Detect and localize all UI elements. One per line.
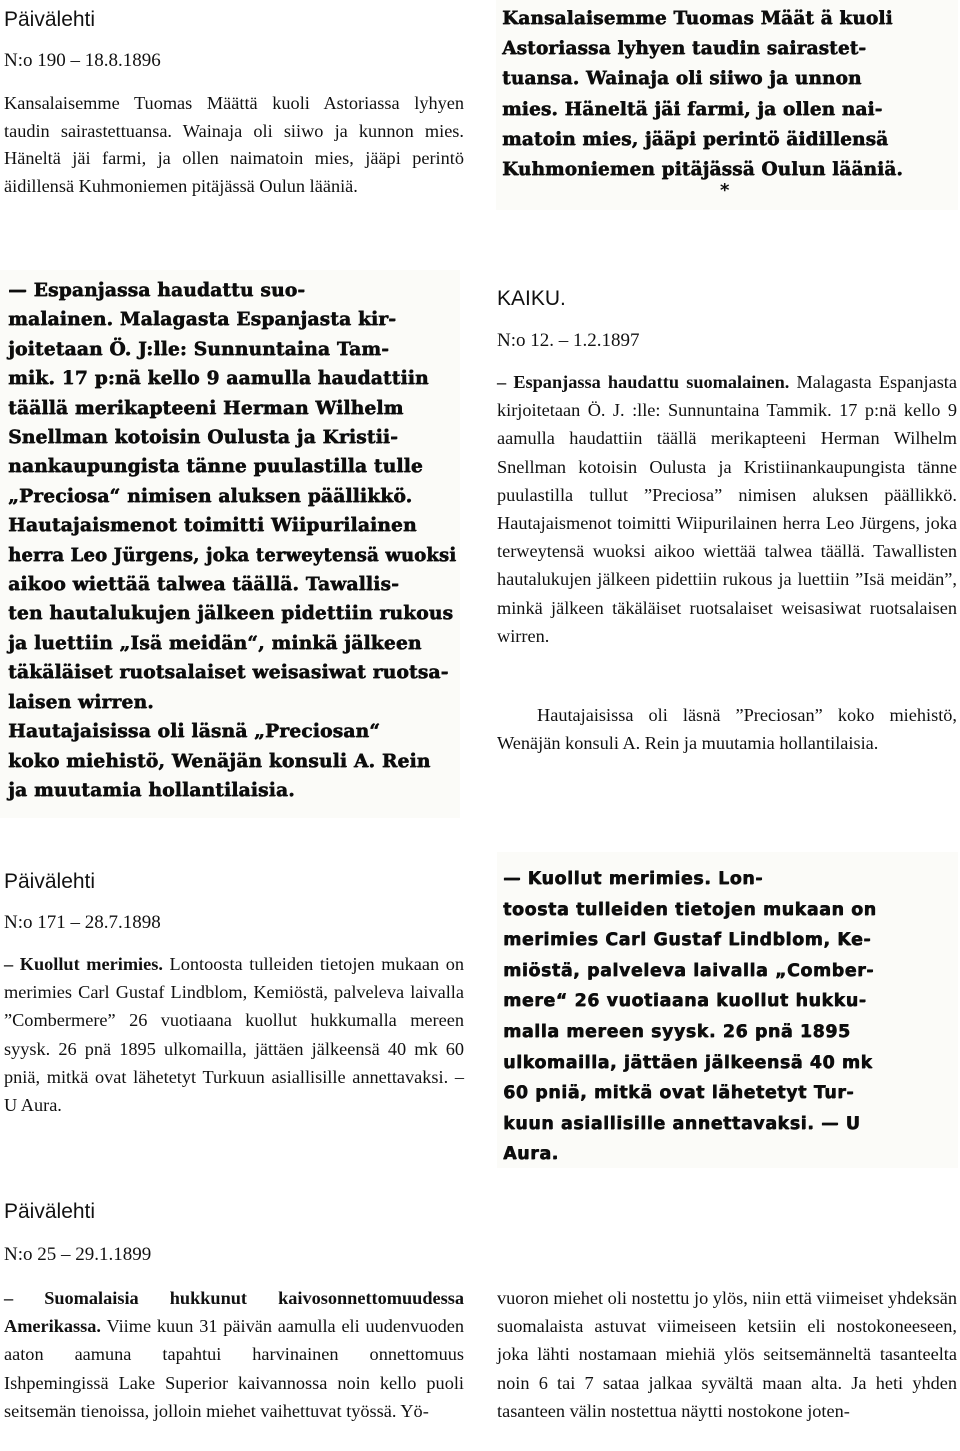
article1-scan-line: matoin mies, jääpi perintö äidillensä bbox=[502, 128, 889, 150]
article1-source: Päivälehti bbox=[4, 8, 96, 31]
article2-scan-line: Hautajaismenot toimitti Wiipurilainen bbox=[8, 515, 417, 537]
article2-scan-line: koko miehistö, Wenäjän konsuli A. Rein bbox=[8, 750, 431, 772]
article2-scan bbox=[0, 270, 460, 818]
article2-scan-line: ja muutamia hollantilaisia. bbox=[8, 779, 295, 801]
article3-source: Päivälehti bbox=[4, 870, 96, 893]
article2-scan-line: ten hautalukujen jälkeen pidettiin rukous bbox=[8, 603, 454, 625]
article1-scan-line: tuansa. Wainaja oli siiwo ja unnon bbox=[502, 68, 862, 90]
article3-body: Lontoosta tulleiden tietojen mukaan on merimies Carl Gustaf Lindblom, Kemiöstä, palveleva laivalla ”Combermere” 26 vuotiaana kuollut hukkumalla mereen syysk. 26 pnä 1895 ulkomailla, jättäen jälkeensä 40 mk 60 pniä, mitkä ovat lähetetyt Turkuun asiallisille annettavaksi. – U Aura. bbox=[4, 954, 465, 1116]
article2-scan-line: Hautajaisissa oli läsnä „Preciosan“ bbox=[8, 721, 381, 743]
article1-text: Kansalaisemme Tuomas Määttä kuoli Astoriassa lyhyen taudin sairastettuansa. Wainaja oli siiwo ja kunnon mies. Häneltä jäi farmi, ja ollen naimatoin mies, jääpi perintö äidillensä Kuhmoniemen pitäjässä Oulun lääniä. bbox=[4, 93, 464, 196]
article3-scan-line: Aura. bbox=[503, 1144, 559, 1165]
article2-scan-line: joitetaan Ö. J:lle: Sunnuntaina Tam- bbox=[8, 338, 389, 360]
article2-source: KAIKU. bbox=[497, 287, 566, 310]
article1-scan-line: Kuhmoniemen pitäjässä Oulun lääniä. bbox=[502, 159, 903, 181]
article2-scan-line: laisen wirren. bbox=[8, 691, 154, 713]
article2-issue: N:o 12. – 1.2.1897 bbox=[497, 330, 640, 351]
article2-scan-line: „Preciosa“ nimisen aluksen päällikkö. bbox=[8, 485, 413, 507]
article3-scan-line: toosta tulleiden tietojen mukaan on bbox=[503, 899, 877, 920]
article1-scan-line: Astoriassa lyhyen taudin sairastet- bbox=[502, 38, 867, 60]
article2-scan-line: herra Leo Jürgens, joka terweytensä wuoksi bbox=[8, 544, 457, 566]
article2-headline: – Espanjassa haudattu suomalainen. bbox=[497, 372, 790, 392]
article2-scan-line: täällä merikapteeni Herman Wilhelm bbox=[8, 397, 404, 419]
article3-scan-line: mere“ 26 vuotiaana kuollut hukku- bbox=[503, 991, 867, 1012]
article3-text bbox=[4, 950, 464, 1119]
article2-scan-line: — Espanjassa haudattu suo- bbox=[8, 280, 306, 301]
article2-text2: Hautajaisissa oli läsnä ”Preciosan” koko miehistö, Wenäjän konsuli A. Rein ja muutamia hollantilaisia. bbox=[497, 705, 957, 754]
article2-scan-line: mik. 17 p:nä kello 9 aamulla haudattiin bbox=[8, 368, 429, 390]
article3-issue: N:o 171 – 28.7.1898 bbox=[4, 912, 161, 933]
article3-scan-line: kuun asiallisille annettavaksi. — U bbox=[503, 1113, 861, 1134]
article2-text bbox=[497, 368, 957, 650]
article2-scan-line: aikoo wiettää talwea täällä. Tawallis- bbox=[8, 574, 399, 596]
article2-scan-line: täkäläiset ruotsalaiset weisasiwat ruotsa- bbox=[8, 662, 449, 684]
article2-scan-line: nankaupungista tänne puulastilla tulle bbox=[8, 456, 423, 478]
article3-scan-line: miöstä, palveleva laivalla „Comber- bbox=[503, 960, 874, 981]
article1-scan bbox=[496, 0, 958, 210]
article4-source: Päivälehti bbox=[4, 1200, 96, 1223]
article3-scan-line: 60 pniä, mitkä ovat lähetetyt Tur- bbox=[503, 1083, 855, 1104]
article2-scan-line: malainen. Malagasta Espanjasta kir- bbox=[8, 309, 397, 331]
article3-scan-line: merimies Carl Gustaf Lindblom, Ke- bbox=[503, 930, 872, 951]
article3-scan-line: ulkomailla, jättäen jälkeensä 40 mk bbox=[503, 1052, 873, 1073]
article1-scan-line: mies. Häneltä jäi farmi, ja ollen nai- bbox=[502, 98, 883, 120]
article4-text-right: vuoron miehet oli nostettu jo ylös, niin että viimeiset yhdeksän suomalaista astuvat viimeiseen ketsiin eli nostokoneeseen, joka lähti nostamaan miehiä ylös seitsemänneltä tasanteelta noin 6 tai 7 sataa jalkaa syvältä maan alta. Ja heti yhden tasanteen välin nostettua näytti nostokone joten- bbox=[497, 1288, 958, 1421]
article1-scan-mark: * bbox=[720, 180, 730, 201]
article2-scan-line: Snellman kotoisin Oulusta ja Kristii- bbox=[8, 427, 398, 449]
article4-body: Viime kuun 31 päivän aamulla eli uudenvuoden aaton aamuna tapahtui harvinainen onnettomuus Ishpemingissä Lake Superior kaivannossa noin kello puoli seitsemän tienoissa, jolloin miehet vaihettuvat työssä. Yö- bbox=[4, 1316, 464, 1421]
article3-headline: – Kuollut merimies. bbox=[4, 954, 163, 974]
article4-issue: N:o 25 – 29.1.1899 bbox=[4, 1244, 152, 1265]
article3-scan-line: — Kuollut merimies. Lon- bbox=[503, 869, 763, 889]
article4-text bbox=[4, 1284, 464, 1425]
article2-body: Malagasta Espanjasta kirjoitetaan Ö. J. :lle: Sunnuntaina Tammik. 17 p:nä kello 9 aamulla haudattiin täällä merikapteeni Herman Wilhelm Snellman kotoisin Oulusta ja Kristiinankaupungista tänne puulastilla tullut ”Preciosa” nimisen aluksen päällikkö. Hautajaismenot toimitti Wiipurilainen herra Leo Jürgens, joka terweytensä wuoksi aikoo wiettää talwea täällä. Tawallisten hautalukujen jälkeen pidettiin rukous ja luettiin ”Isä meidän”, minkä jälkeen täkäläiset ruotsalaiset weisasiwat ruotsalaisen wirren. bbox=[497, 372, 958, 646]
article3-scan bbox=[497, 852, 958, 1168]
article1-issue: N:o 190 – 18.8.1896 bbox=[4, 50, 161, 71]
article4-headline: – Suomalaisia hukkunut kaivosonnettomuudessa Amerikassa. bbox=[4, 1288, 464, 1337]
article1-scan-line: Kansalaisemme Tuomas Määt ä kuoli bbox=[502, 8, 893, 29]
article2-scan-line: ja luettiin „Isä meidän“, minkä jälkeen bbox=[8, 632, 422, 654]
article3-scan-line: malla mereen syysk. 26 pnä 1895 bbox=[503, 1021, 851, 1042]
